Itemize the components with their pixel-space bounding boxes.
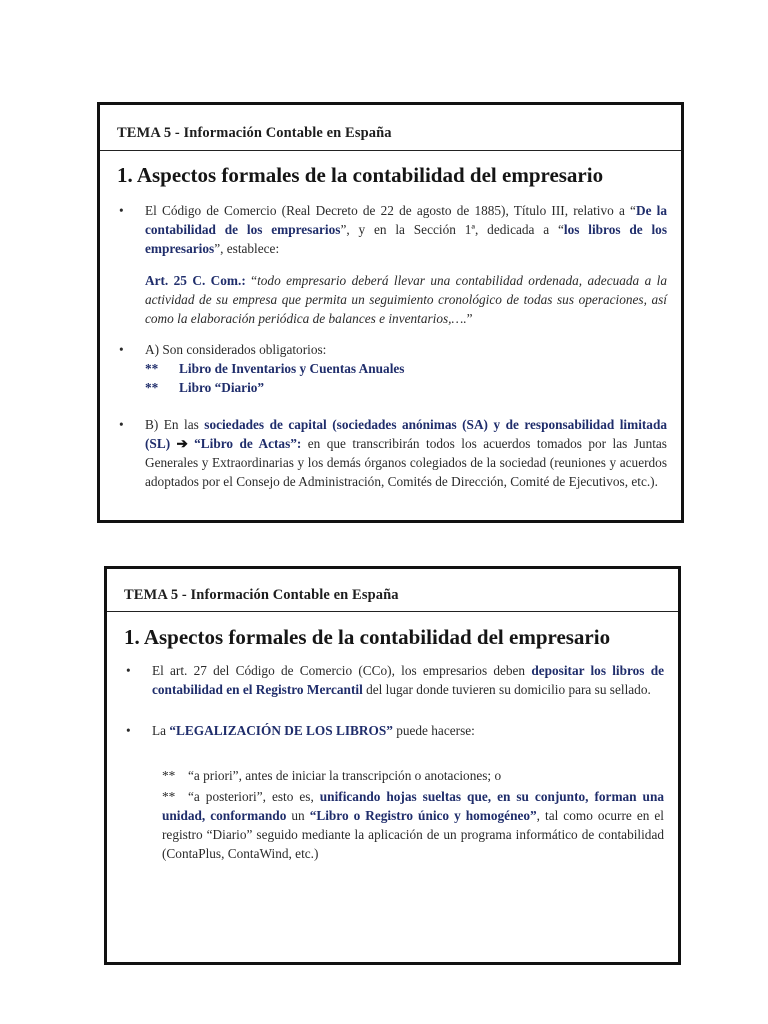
- list-item-a-priori: ** “a priori”, antes de iniciar la transcripción o anotaciones; o: [162, 768, 502, 783]
- bullet-dot: •: [119, 342, 124, 357]
- paragraph-art-27: • El art. 27 del Código de Comercio (CCo), los empresarios deben depositar los libros de contabilidad en el Registro Mercantil del lugar donde tuvieren su domicilio para su sellado.: [126, 663, 664, 697]
- paragraph-sociedades-capital: • B) En las sociedades de capital (sociedades anónimas (SA) y de responsabilidad limitada (SL) ➔ “Libro de Actas”: en que transcribirán todos los acuerdos tomados por las Juntas Generales y Extraordinarias y los demás órganos colegiados de la sociedad (reuniones y acuerdos adoptados por el Consejo de Administración, Comités de Dirección, Comité de Ejecutivos, etc.).: [119, 417, 668, 489]
- list-item: ** Libro de Inventarios y Cuentas Anuales: [145, 361, 405, 376]
- bullet-dot: •: [126, 663, 131, 678]
- bullet-dot: •: [126, 723, 131, 738]
- paragraph-codigo-comercio: • El Código de Comercio (Real Decreto de 22 de agosto de 1885), Título III, relativo a “De la contabilidad de los empresarios”, y en la Sección 1ª, dedicada a “los libros de los empresarios”, establece:: [119, 203, 668, 256]
- paragraph-obligatorios: • A) Son considerados obligatorios: ** Libro de Inventarios y Cuentas Anuales ** Libro “Diario”: [117, 340, 667, 397]
- list-item: ** Libro “Diario”: [145, 380, 265, 395]
- bullet-dot: •: [119, 417, 124, 432]
- header-divider: [100, 150, 681, 151]
- slide-title: 1. Aspectos formales de la contabilidad del empresario: [117, 163, 604, 187]
- header-divider: [107, 611, 678, 612]
- paragraph-legalizacion: • La “LEGALIZACIÓN DE LOS LIBROS” puede hacerse:: [126, 723, 475, 738]
- slide-body: [124, 661, 664, 863]
- slide-header: TEMA 5 - Información Contable en España: [124, 587, 399, 603]
- slide-1: [97, 102, 684, 523]
- arrow-icon: ➔: [170, 436, 195, 451]
- slide-header: TEMA 5 - Información Contable en España: [117, 125, 392, 141]
- slide-title: 1. Aspectos formales de la contabilidad del empresario: [124, 625, 611, 649]
- slide-2: [104, 566, 681, 965]
- list-item-a-posteriori: ** “a posteriori”, esto es, unificando hojas sueltas que, en su conjunto, forman una unidad, conformando un “Libro o Registro único y homogéneo”, tal como ocurre en el registro “Diario” seguido mediante la aplicación de un programa informático de contabilidad (ContaPlus, ContaWind, etc.): [162, 789, 664, 861]
- slide-body: [117, 201, 667, 491]
- bullet-dot: •: [119, 203, 124, 218]
- article-25-quote: Art. 25 C. Com.: “todo empresario deberá llevar una contabilidad ordenada, adecuada a la actividad de su empresa que permita un seguimiento cronológico de todas sus operaciones, así como la elaboración periódica de balances e inventarios,….”: [145, 273, 667, 326]
